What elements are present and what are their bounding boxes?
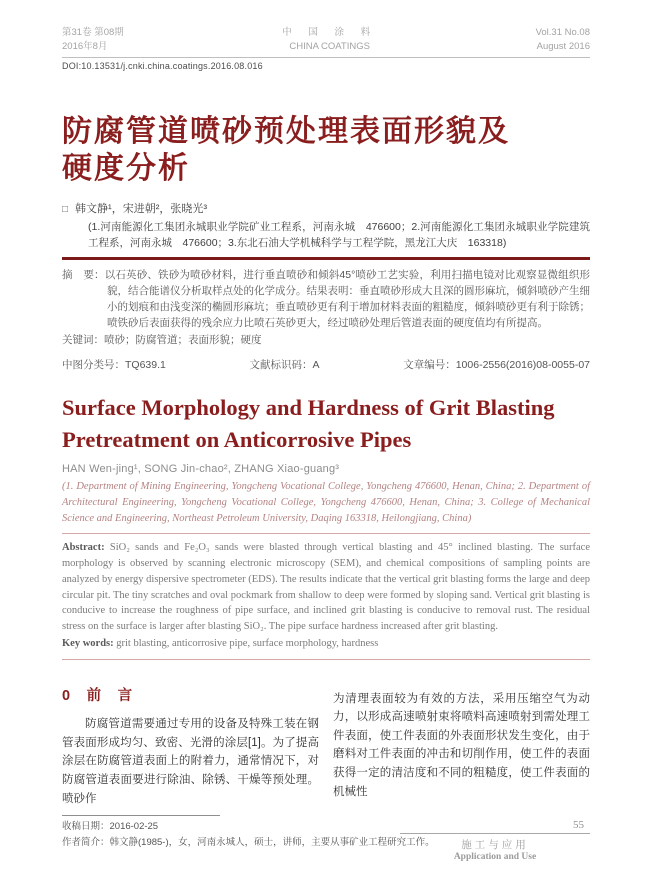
abstract-en bbox=[62, 540, 590, 635]
author-marker-icon: □ bbox=[62, 203, 69, 215]
abstract-cn-text: 以石英砂、铁砂为喷砂材料，进行垂直喷砂和倾斜45°喷砂工艺实验，利用扫描电镜对比观察显微组织形貌，结合能谱仪分析取样点处的化学成分。结果表明：垂直喷砂形成大且深的圆形麻坑，倾斜喷砂产生细小的划痕和由浅变深的椭圆形麻坑；垂直喷砂更有利于增加材料表面的粗糙度，倾斜喷砂更有利于除锈；喷铁砂后表面获得的残余应力比喷石英砂更大，经过喷砂处理后管道表面的硬度值均有所提高。 bbox=[104, 269, 590, 330]
classification-row bbox=[62, 357, 590, 372]
title-cn-line2: 硬度分析 bbox=[62, 151, 190, 185]
column-title-en: Application and Use bbox=[453, 852, 537, 862]
abstract-cn-label: 摘 要： bbox=[62, 269, 105, 282]
doi-line: DOI:10.13531/j.cnki.china.coatings.2016.08.016 bbox=[62, 60, 263, 71]
body-paragraph-right: 为清理表面较为有效的方法，采用压缩空气为动力，以形成高速喷射束将喷料高速喷射到需处理工件表面，使工件表面的外表面形状发生变化，由于磨料对工件表面的冲击和切削作用，使工件的表面获得一定的清洁度和不同的粗糙度，使工件表面的机械性 bbox=[333, 692, 590, 798]
abstract-en-label: Abstract: bbox=[62, 542, 105, 554]
page-footer-divider bbox=[400, 833, 590, 834]
abstract-top-divider bbox=[62, 533, 590, 534]
authors-cn: 韩文静¹，宋进朝²，张晓光³ bbox=[75, 202, 208, 215]
document-code: 文献标识码：A bbox=[249, 359, 320, 372]
keywords-cn-line bbox=[62, 333, 590, 349]
header-journal-block bbox=[282, 26, 377, 54]
keywords-en-line bbox=[62, 636, 590, 652]
authors-en: HAN Wen-jing¹, SONG Jin-chao², ZHANG Xiao-guang³ bbox=[62, 463, 340, 476]
keywords-en-text: grit blasting, anticorrosive pipe, surface morphology, hardness bbox=[116, 637, 379, 649]
body-paragraph-left: 防腐管道需要通过专用的设备及特殊工装在钢管表面形成均匀、致密、光滑的涂层[1]。为了提高涂层在防腐管道表面上的附着力，通常情况下，对防腐管道表面要进行除油、除锈、干燥等预处理。喷砂作 bbox=[62, 718, 319, 805]
affiliation-cn: (1.河南能源化工集团永城职业学院矿业工程系，河南永城 476600；2.河南能源化工集团永城职业学院建筑工程系，河南永城 476600；3.东北石油大学机械科学与工程学院，黑龙江大庆 163318) bbox=[88, 220, 590, 250]
date-en: August 2016 bbox=[536, 40, 590, 52]
article-title-cn bbox=[62, 113, 590, 187]
abstract-en-text: SiO₂ sands and Fe₂O₃ sands were blasted through vertical blasting and 45° inclined blasting. The surface morphology is observed by scanning electronic microscopy (SEM), and chemical compositions of sampling points are analyzed by energy dispersive spectrometer (EDS). The results indicate that the vertical grit blasting forms the large and deep circular pit. The tiny scratches and oval pockmark from shallow to deep were formed by sloping sand. Vertical grit blasting is conducive to increase the roughness of pipe surface, and inclined grit blasting is conducive to removal rust. The residual stress on the surface is larger after blasting SiO₂. The pipe surface hardness increased after grit blasting. bbox=[62, 542, 591, 633]
vol-en: Vol.31 No.08 bbox=[535, 27, 590, 38]
journal-header bbox=[62, 26, 590, 54]
title-en-line2: Pretreatment on Anticorrosive Pipes bbox=[62, 427, 412, 453]
issue-cn: 第31卷 第08期 bbox=[62, 27, 124, 38]
keywords-cn-text: 喷砂；防腐管道；表面形貌；硬度 bbox=[104, 334, 262, 347]
article-title-en bbox=[62, 392, 590, 456]
page-number: 55 bbox=[573, 819, 584, 831]
column-title-cn: 施工与应用 bbox=[461, 839, 529, 851]
abstract-bottom-divider bbox=[62, 659, 590, 660]
received-date: 收稿日期：2016-02-25 bbox=[62, 821, 159, 833]
date-cn: 2016年8月 bbox=[62, 40, 108, 52]
clc-number: 中图分类号：TQ639.1 bbox=[62, 359, 166, 372]
page-footer bbox=[400, 819, 590, 862]
author-bio: 作者简介：韩文静(1985-)，女，河南永城人，硕士，讲师，主要从事矿业工程研究工作。 bbox=[62, 836, 435, 848]
authors-cn-line bbox=[62, 200, 590, 216]
body-column-right bbox=[333, 685, 590, 809]
body-column-left bbox=[62, 685, 319, 809]
section-heading-intro: 0 前 言 bbox=[62, 687, 134, 704]
article-id: 文章编号：1006-2556(2016)08-0055-07 bbox=[403, 359, 590, 372]
journal-name-cn: 中 国 涂 料 bbox=[282, 27, 378, 38]
header-divider bbox=[62, 57, 590, 58]
title-en-line1: Surface Morphology and Hardness of Grit Blasting bbox=[62, 395, 555, 421]
title-block-divider bbox=[62, 257, 590, 260]
header-issue-block bbox=[62, 26, 124, 54]
header-vol-block bbox=[536, 26, 590, 54]
footnote-divider bbox=[62, 815, 220, 816]
title-cn-line1: 防腐管道喷砂预处理表面形貌及 bbox=[62, 114, 510, 148]
body-columns bbox=[62, 685, 590, 809]
affiliation-en: (1. Department of Mining Engineering, Yongcheng Vocational College, Yongcheng 476600, Henan, China; 2. Department of Architectural Engineering, Yongcheng Vocational College, Yongcheng 476600, Henan, China; 3. College of Mechanical Science and Engineering, Northeast Petroleum University, Daqing 163318, Heilongjiang, China) bbox=[62, 481, 590, 524]
keywords-en-label: Key words: bbox=[62, 637, 114, 649]
journal-name-en: CHINA COATINGS bbox=[289, 40, 370, 52]
abstract-cn bbox=[62, 268, 590, 332]
keywords-cn-label: 关键词： bbox=[62, 334, 104, 347]
